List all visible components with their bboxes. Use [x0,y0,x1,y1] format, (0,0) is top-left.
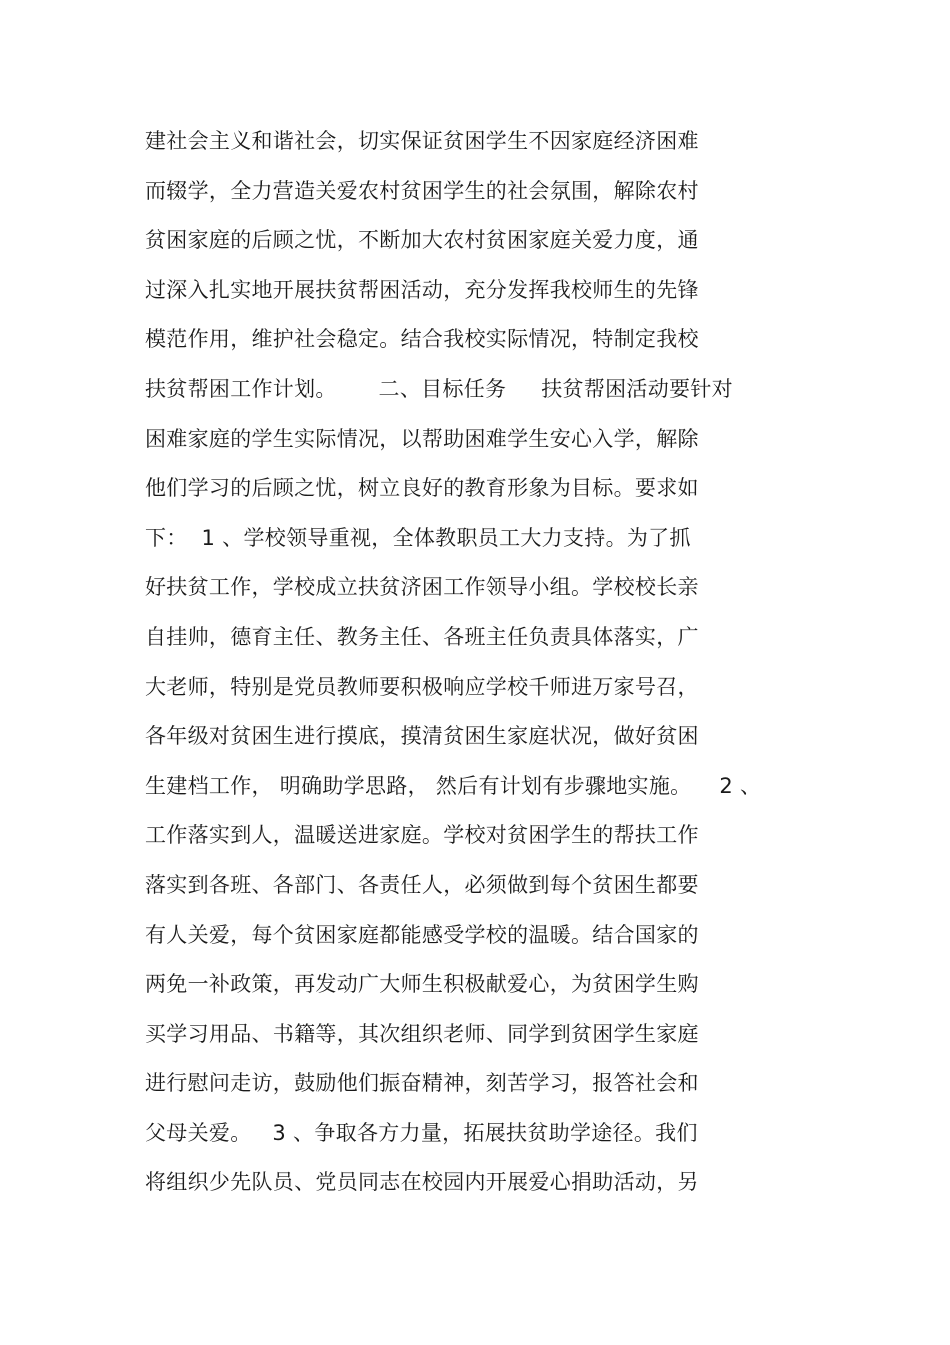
text-line-15: 工作落实到人，温暖送进家庭。学校对贫困学生的帮扶工作 [145,823,699,848]
text-line-14: 生建档工作， 明确助学思路， 然后有计划有步骤地实施。 2 、 [145,773,762,798]
text-line-12: 大老师，特别是党员教师要积极响应学校千师进万家号召， [145,674,699,699]
text-line-7: 困难家庭的学生实际情况，以帮助困难学生安心入学，解除 [145,426,699,451]
text-line-13: 各年级对贫困生进行摸底，摸清贫困生家庭状况，做好贫困 [145,724,699,749]
text-line-6: 扶贫帮困工作计划。 二、目标任务 扶贫帮困活动要针对 [145,376,733,401]
text-line-11: 自挂帅，德育主任、教务主任、各班主任负责具体落实，广 [145,624,699,649]
text-line-5: 模范作用，维护社会稳定。结合我校实际情况，特制定我校 [145,327,699,352]
text-line-18: 两免一补政策，再发动广大师生积极献爱心，为贫困学生购 [145,972,699,997]
text-line-10: 好扶贫工作，学校成立扶贫济困工作领导小组。学校校长亲 [145,575,699,600]
text-line-21: 父母关爱。 3 、争取各方力量，拓展扶贫助学途径。我们 [145,1120,698,1145]
text-line-8: 他们学习的后顾之忧，树立良好的教育形象为目标。要求如 [145,476,699,501]
text-line-19: 买学习用品、书籍等，其次组织老师、同学到贫困学生家庭 [145,1021,699,1046]
text-line-4: 过深入扎实地开展扶贫帮困活动，充分发挥我校师生的先锋 [145,277,699,302]
text-line-9: 下： 1 、学校领导重视，全体教职员工大力支持。为了抓 [145,525,691,550]
text-line-2: 而辍学，全力营造关爱农村贫困学生的社会氛围，解除农村 [145,178,699,203]
body-text [145,122,845,1213]
text-line-3: 贫困家庭的后顾之忧，不断加大农村贫困家庭关爱力度，通 [145,228,699,253]
text-line-16: 落实到各班、各部门、各责任人，必须做到每个贫困生都要 [145,872,699,897]
text-line-17: 有人关爱，每个贫困家庭都能感受学校的温暖。结合国家的 [145,922,699,947]
text-line-20: 进行慰问走访，鼓励他们振奋精神，刻苦学习，报答社会和 [145,1071,699,1096]
text-line-1: 建社会主义和谐社会，切实保证贫困学生不因家庭经济困难 [145,129,699,153]
text-line-22: 将组织少先队员、党员同志在校园内开展爱心捐助活动，另 [145,1170,699,1195]
